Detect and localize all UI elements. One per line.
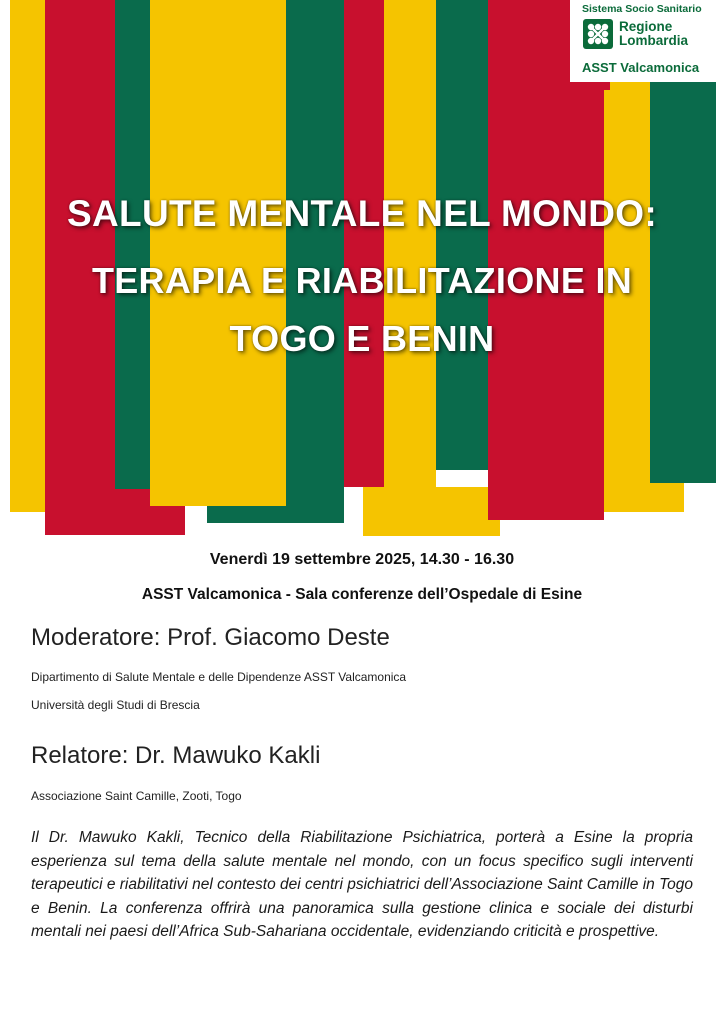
title-line-3: TOGO E BENIN <box>229 318 495 359</box>
title-line-2: TERAPIA E RIABILITAZIONE IN <box>91 260 633 301</box>
institution-logo <box>570 0 724 82</box>
speaker-heading: Relatore: Dr. Mawuko Kakli <box>31 742 321 769</box>
event-place: ASST Valcamonica - Sala conferenze dell’Ospedale di Esine <box>141 586 583 603</box>
speaker-affiliation: Associazione Saint Camille, Zooti, Togo <box>31 789 242 803</box>
stripe <box>604 483 684 512</box>
logo-region-line2: Lombardia <box>619 33 689 48</box>
moderator-affiliation-2: Università degli Studi di Brescia <box>31 698 200 712</box>
stripe <box>150 0 286 506</box>
stripe <box>45 0 117 489</box>
rosa-camuna-icon <box>583 19 613 49</box>
event-description: Il Dr. Mawuko Kakli, Tecnico della Riabilitazione Psichiatrica, porterà a Esine la propria esperienza sul tema della salute mentale nel mondo, con un focus specifico sugli interventi terapeutici e riabilitativi nel contesto dei centri psichiatrici dell’Associazione Saint Camille in Togo e Benin. La conferenza offrirà una panoramica sulla gestione clinica e sociale dei disturbi mentali nei paesi dell’Africa Sub-Sahariana occidentale, evidenziando criticità e prospettive. <box>31 829 693 941</box>
logo-region-text <box>619 20 688 48</box>
logo-region-line1: Regione <box>619 19 673 34</box>
stripe <box>115 0 153 489</box>
logo-system-text: Sistema Socio Sanitario <box>582 3 702 15</box>
stripe <box>436 0 488 470</box>
title-line-1: SALUTE MENTALE NEL MONDO: <box>67 193 657 234</box>
moderator-heading: Moderatore: Prof. Giacomo Deste <box>31 624 390 651</box>
moderator-affiliation-1: Dipartimento di Salute Mentale e delle Dipendenze ASST Valcamonica <box>31 670 407 684</box>
logo-asst-text: ASST Valcamonica <box>582 60 700 75</box>
event-date: Venerdì 19 settembre 2025, 14.30 - 16.30 <box>209 551 515 568</box>
stripe <box>344 0 384 487</box>
stripe <box>10 0 48 512</box>
